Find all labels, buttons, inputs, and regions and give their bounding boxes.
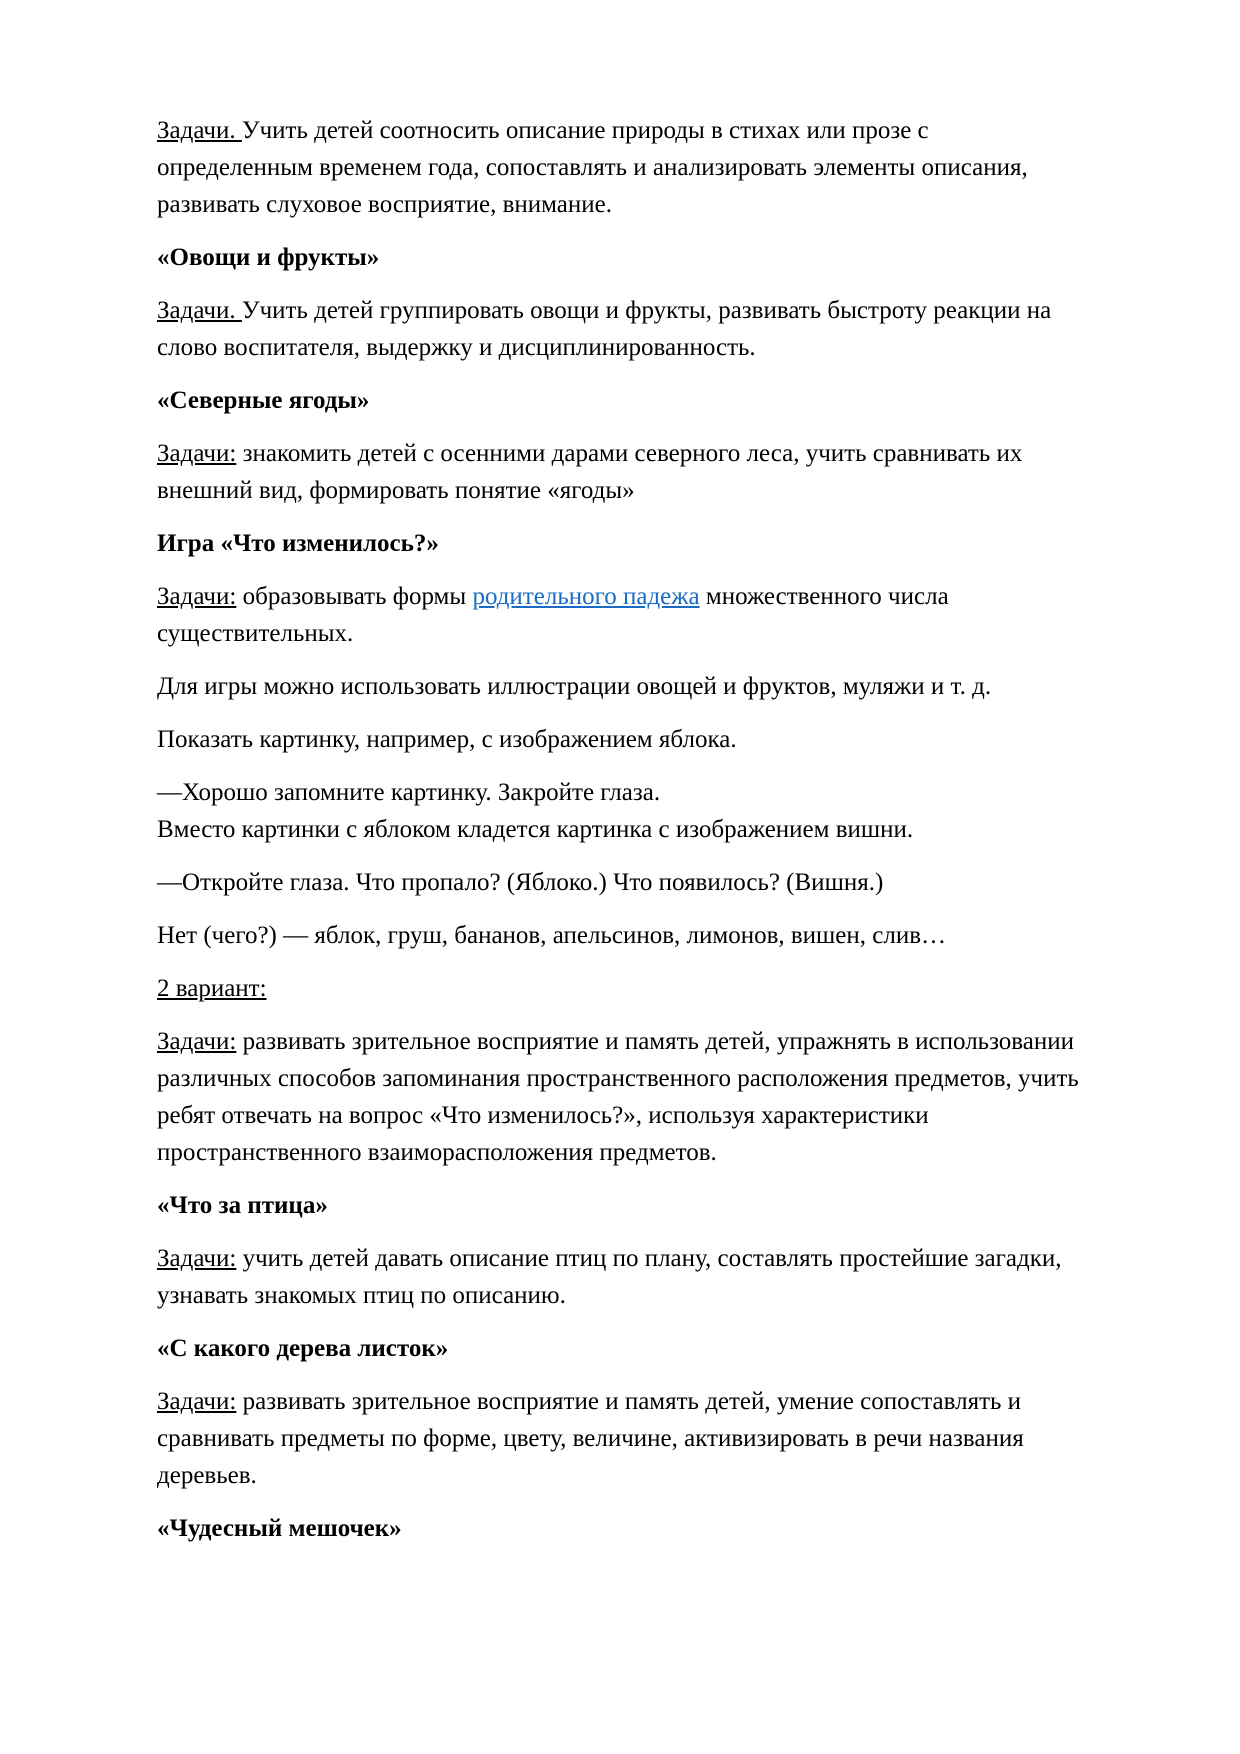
heading-game-what-changed — [157, 525, 1088, 562]
tasks-label: Задачи: — [157, 1245, 237, 1272]
paragraph-open-eyes — [157, 864, 1088, 901]
heading-text: «Овощи и фрукты» — [157, 244, 380, 271]
tasks-label: Задачи: — [157, 1028, 237, 1055]
paragraph-text: Нет (чего?) — яблок, груш, бананов, апельсинов, лимонов, вишен, слив… — [157, 922, 947, 949]
heading-text: Игра «Что изменилось?» — [157, 530, 439, 557]
heading-text: «Северные ягоды» — [157, 387, 370, 414]
heading-which-tree-leaf — [157, 1330, 1088, 1367]
tasks-label: Задачи. — [157, 297, 242, 324]
paragraph-tasks-trees — [157, 1383, 1088, 1494]
heading-text: «Чудесный мешочек» — [157, 1515, 402, 1542]
heading-text: «С какого дерева листок» — [157, 1335, 449, 1362]
paragraph-line: Вместо картинки с яблоком кладется картинка с изображением вишни. — [157, 816, 914, 843]
heading-what-bird — [157, 1187, 1088, 1224]
paragraph-text: развивать зрительное восприятие и память детей, упражнять в использовании различных способов запоминания пространственного расположения предметов, учить ребят отвечать на вопрос «Что изменилось?», используя характеристики пространственного взаиморасположения предметов. — [157, 1028, 1079, 1166]
paragraph-tasks-grouping — [157, 292, 1088, 366]
tasks-label: Задачи: — [157, 1388, 237, 1415]
tasks-label: Задачи. — [157, 117, 242, 144]
paragraph-tasks-berries — [157, 435, 1088, 509]
paragraph-text: знакомить детей с осенними дарами северного леса, учить сравнивать их внешний вид, формировать понятие «ягоды» — [157, 440, 1023, 504]
genitive-case-link[interactable]: родительного падежа — [472, 583, 700, 610]
tasks-label: Задачи: — [157, 440, 237, 467]
paragraph-tasks-seasons — [157, 112, 1088, 223]
heading-vegetables-fruits — [157, 239, 1088, 276]
paragraph-remember-picture — [157, 774, 1088, 848]
paragraph-tasks-birds — [157, 1240, 1088, 1314]
paragraph-text: Учить детей группировать овощи и фрукты, развивать быстроту реакции на слово воспитателя, выдержку и дисциплинированность. — [157, 297, 1052, 361]
paragraph-tasks-visual-memory — [157, 1023, 1088, 1171]
paragraph-text: образовывать формы — [236, 583, 473, 610]
paragraph-text: учить детей давать описание птиц по плану, составлять простейшие загадки, узнавать знакомых птиц по описанию. — [157, 1245, 1062, 1309]
heading-text: «Что за птица» — [157, 1192, 328, 1219]
heading-northern-berries — [157, 382, 1088, 419]
paragraph-text: —Откройте глаза. Что пропало? (Яблоко.) Что появилось? (Вишня.) — [157, 869, 884, 896]
tasks-label: Задачи: — [157, 583, 237, 610]
paragraph-text: Для игры можно использовать иллюстрации овощей и фруктов, муляжи и т. д. — [157, 673, 992, 700]
paragraph-text: Показать картинку, например, с изображением яблока. — [157, 726, 737, 753]
heading-wonderful-bag — [157, 1510, 1088, 1547]
paragraph-text: Учить детей соотносить описание природы в стихах или прозе с определенным временем года, сопоставлять и анализировать элементы описания, развивать слуховое восприятие, внимание. — [157, 117, 1028, 218]
paragraph-line: —Хорошо запомните картинку. Закройте глаза. — [157, 779, 661, 806]
paragraph-no-fruits — [157, 917, 1088, 954]
paragraph-show-picture — [157, 721, 1088, 758]
paragraph-text: развивать зрительное восприятие и память детей, умение сопоставлять и сравнивать предметы по форме, цвету, величине, активизировать в речи названия деревьев. — [157, 1388, 1024, 1489]
paragraph-variant-2 — [157, 970, 1088, 1007]
paragraph-text: множественного числа существительных. — [157, 583, 949, 647]
paragraph-tasks-genitive — [157, 578, 1088, 652]
variant-label: 2 вариант: — [157, 975, 267, 1002]
paragraph-illustrations-note — [157, 668, 1088, 705]
